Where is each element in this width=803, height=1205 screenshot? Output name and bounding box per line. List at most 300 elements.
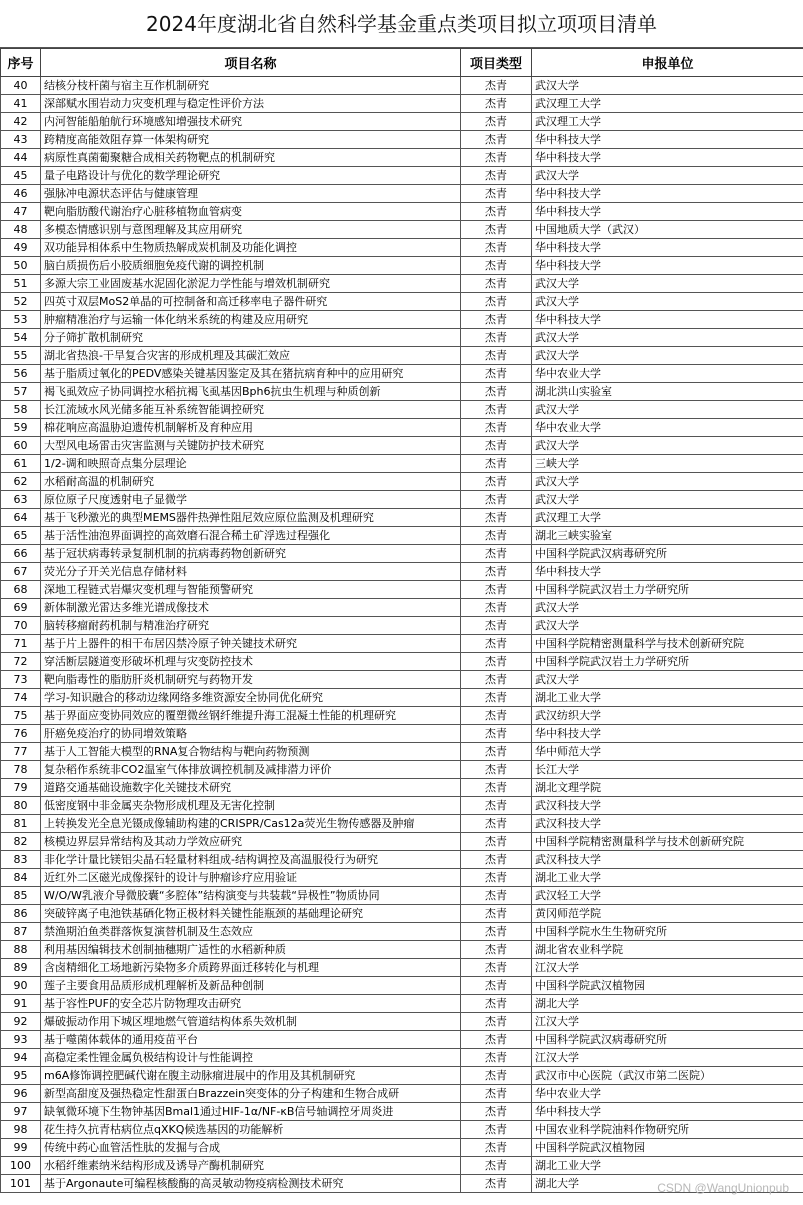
project-name: 传统中药心血管活性肽的发掘与合成 xyxy=(41,1139,461,1157)
table-row xyxy=(1,473,803,491)
row-index: 50 xyxy=(1,257,41,275)
row-index: 46 xyxy=(1,185,41,203)
applicant-unit: 湖北工业大学 xyxy=(532,1157,803,1175)
row-index: 75 xyxy=(1,707,41,725)
project-type: 杰青 xyxy=(461,671,532,689)
project-type: 杰青 xyxy=(461,275,532,293)
applicant-unit: 武汉理工大学 xyxy=(532,509,803,527)
project-name: 低密度钢中非金属夹杂物形成机理及无害化控制 xyxy=(41,797,461,815)
row-index: 98 xyxy=(1,1121,41,1139)
project-type: 杰青 xyxy=(461,473,532,491)
project-type: 杰青 xyxy=(461,851,532,869)
applicant-unit: 三峡大学 xyxy=(532,455,803,473)
row-index: 49 xyxy=(1,239,41,257)
project-type: 杰青 xyxy=(461,1085,532,1103)
project-name: 1/2-调和映照奇点集分层理论 xyxy=(41,455,461,473)
applicant-unit: 中国科学院武汉植物园 xyxy=(532,977,803,995)
project-name: W/O/W乳液介导微胶囊“多腔体”结构演变与共装载“异极性”物质协同 xyxy=(41,887,461,905)
row-index: 57 xyxy=(1,383,41,401)
project-name: 靶向脂毒性的脂肪肝炎机制研究与药物开发 xyxy=(41,671,461,689)
project-name: 基于人工智能大模型的RNA复合物结构与靶向药物预测 xyxy=(41,743,461,761)
applicant-unit: 武汉大学 xyxy=(532,329,803,347)
project-name: 靶向脂肪酸代谢治疗心脏移植物血管病变 xyxy=(41,203,461,221)
applicant-unit: 中国科学院水生生物研究所 xyxy=(532,923,803,941)
applicant-unit: 黄冈师范学院 xyxy=(532,905,803,923)
applicant-unit: 武汉大学 xyxy=(532,491,803,509)
table-row xyxy=(1,293,803,311)
project-name: 结核分枝杆菌与宿主互作机制研究 xyxy=(41,77,461,95)
applicant-unit: 华中科技大学 xyxy=(532,725,803,743)
table-row xyxy=(1,221,803,239)
project-name: 道路交通基础设施数字化关键技术研究 xyxy=(41,779,461,797)
applicant-unit: 中国农业科学院油料作物研究所 xyxy=(532,1121,803,1139)
applicant-unit: 江汉大学 xyxy=(532,1013,803,1031)
applicant-unit: 武汉理工大学 xyxy=(532,95,803,113)
applicant-unit: 中国科学院精密测量科学与技术创新研究院 xyxy=(532,833,803,851)
table-row xyxy=(1,257,803,275)
project-name: 基于Argonaute可编程核酸酶的高灵敏动物疫病检测技术研究 xyxy=(41,1175,461,1193)
project-name: 肿瘤精准治疗与运输一体化纳米系统的构建及应用研究 xyxy=(41,311,461,329)
applicant-unit: 中国科学院武汉岩土力学研究所 xyxy=(532,581,803,599)
table-row xyxy=(1,599,803,617)
project-name: 多模态情感识别与意图理解及其应用研究 xyxy=(41,221,461,239)
table-row xyxy=(1,617,803,635)
row-index: 68 xyxy=(1,581,41,599)
row-index: 66 xyxy=(1,545,41,563)
project-name: 非化学计量比镁铝尖晶石轻量材料组成-结构调控及高温服役行为研究 xyxy=(41,851,461,869)
project-name: 穿活断层隧道变形破坏机理与灾变防控技术 xyxy=(41,653,461,671)
project-name: 复杂稻作系统非CO2温室气体排放调控机制及减排潜力评价 xyxy=(41,761,461,779)
applicant-unit: 武汉大学 xyxy=(532,347,803,365)
table-row xyxy=(1,833,803,851)
table-row xyxy=(1,1139,803,1157)
row-index: 93 xyxy=(1,1031,41,1049)
table-row xyxy=(1,383,803,401)
applicant-unit: 华中科技大学 xyxy=(532,563,803,581)
project-type: 杰青 xyxy=(461,1175,532,1193)
project-type: 杰青 xyxy=(461,743,532,761)
applicant-unit: 武汉科技大学 xyxy=(532,851,803,869)
applicant-unit: 中国科学院精密测量科学与技术创新研究院 xyxy=(532,635,803,653)
row-index: 70 xyxy=(1,617,41,635)
project-type: 杰青 xyxy=(461,959,532,977)
watermark: CSDN @WangUnionpub xyxy=(657,1181,789,1195)
table-row xyxy=(1,995,803,1013)
row-index: 92 xyxy=(1,1013,41,1031)
applicant-unit: 华中师范大学 xyxy=(532,743,803,761)
applicant-unit: 湖北大学 xyxy=(532,995,803,1013)
table-row xyxy=(1,113,803,131)
project-type: 杰青 xyxy=(461,995,532,1013)
applicant-unit: 江汉大学 xyxy=(532,959,803,977)
project-type: 杰青 xyxy=(461,401,532,419)
project-type: 杰青 xyxy=(461,293,532,311)
project-type: 杰青 xyxy=(461,185,532,203)
project-type: 杰青 xyxy=(461,203,532,221)
applicant-unit: 华中科技大学 xyxy=(532,311,803,329)
row-index: 69 xyxy=(1,599,41,617)
table-row xyxy=(1,1157,803,1175)
row-index: 84 xyxy=(1,869,41,887)
row-index: 48 xyxy=(1,221,41,239)
applicant-unit: 武汉大学 xyxy=(532,167,803,185)
table-row xyxy=(1,419,803,437)
project-type: 杰青 xyxy=(461,923,532,941)
project-type: 杰青 xyxy=(461,725,532,743)
applicant-unit: 湖北工业大学 xyxy=(532,869,803,887)
table-row xyxy=(1,1049,803,1067)
project-name: 莲子主要食用品质形成机理解析及新品种创制 xyxy=(41,977,461,995)
applicant-unit: 华中科技大学 xyxy=(532,257,803,275)
project-name: 原位原子尺度透射电子显微学 xyxy=(41,491,461,509)
project-type: 杰青 xyxy=(461,365,532,383)
table-row xyxy=(1,725,803,743)
applicant-unit: 湖北工业大学 xyxy=(532,689,803,707)
project-type: 杰青 xyxy=(461,635,532,653)
project-name: 新型高甜度及强热稳定性甜蛋白Brazzein突变体的分子构建和生物合成研 xyxy=(41,1085,461,1103)
table-row xyxy=(1,275,803,293)
row-index: 58 xyxy=(1,401,41,419)
project-type: 杰青 xyxy=(461,239,532,257)
project-type: 杰青 xyxy=(461,833,532,851)
applicant-unit: 华中农业大学 xyxy=(532,365,803,383)
project-name: 基于飞秒激光的典型MEMS器件热弹性阻尼效应原位监测及机理研究 xyxy=(41,509,461,527)
row-index: 89 xyxy=(1,959,41,977)
row-index: 61 xyxy=(1,455,41,473)
applicant-unit: 华中科技大学 xyxy=(532,1103,803,1121)
row-index: 60 xyxy=(1,437,41,455)
table-row xyxy=(1,311,803,329)
table-row xyxy=(1,581,803,599)
applicant-unit: 武汉大学 xyxy=(532,437,803,455)
table-row xyxy=(1,869,803,887)
project-type: 杰青 xyxy=(461,1121,532,1139)
project-name: 核模边界层异常结构及其动力学效应研究 xyxy=(41,833,461,851)
applicant-unit: 江汉大学 xyxy=(532,1049,803,1067)
applicant-unit: 华中科技大学 xyxy=(532,131,803,149)
row-index: 97 xyxy=(1,1103,41,1121)
row-index: 55 xyxy=(1,347,41,365)
row-index: 65 xyxy=(1,527,41,545)
applicant-unit: 华中科技大学 xyxy=(532,203,803,221)
project-name: 量子电路设计与优化的数学理论研究 xyxy=(41,167,461,185)
project-name: 基于容性PUF的安全芯片防物理攻击研究 xyxy=(41,995,461,1013)
applicant-unit: 华中科技大学 xyxy=(532,149,803,167)
table-row xyxy=(1,905,803,923)
project-name: 新体制激光雷达多维光谱成像技术 xyxy=(41,599,461,617)
project-type: 杰青 xyxy=(461,1049,532,1067)
table-row xyxy=(1,455,803,473)
applicant-unit: 长江大学 xyxy=(532,761,803,779)
table-row xyxy=(1,761,803,779)
project-name: 深地工程链式岩爆灾变机理与智能预警研究 xyxy=(41,581,461,599)
project-type: 杰青 xyxy=(461,257,532,275)
table-row xyxy=(1,653,803,671)
table-row xyxy=(1,941,803,959)
project-type: 杰青 xyxy=(461,1067,532,1085)
applicant-unit: 武汉大学 xyxy=(532,671,803,689)
row-index: 56 xyxy=(1,365,41,383)
table-row xyxy=(1,887,803,905)
project-name: 基于噬菌体载体的通用疫苗平台 xyxy=(41,1031,461,1049)
row-index: 85 xyxy=(1,887,41,905)
table-row xyxy=(1,131,803,149)
project-type: 杰青 xyxy=(461,563,532,581)
project-name: 基于脂质过氧化的PEDV感染关键基因鉴定及其在猪抗病育种中的应用研究 xyxy=(41,365,461,383)
row-index: 87 xyxy=(1,923,41,941)
applicant-unit: 武汉纺织大学 xyxy=(532,707,803,725)
project-type: 杰青 xyxy=(461,815,532,833)
project-name: 强脉冲电源状态评估与健康管理 xyxy=(41,185,461,203)
project-type: 杰青 xyxy=(461,869,532,887)
project-type: 杰青 xyxy=(461,527,532,545)
applicant-unit: 武汉大学 xyxy=(532,275,803,293)
header-project-name: 项目名称 xyxy=(41,49,461,77)
applicant-unit: 武汉理工大学 xyxy=(532,113,803,131)
table-header-row xyxy=(1,49,803,77)
project-name: 缺氧微环境下生物钟基因Bmal1通过HIF-1α/NF-κB信号轴调控牙周炎进 xyxy=(41,1103,461,1121)
table-row xyxy=(1,743,803,761)
project-type: 杰青 xyxy=(461,95,532,113)
project-name: 上转换发光全息光镊成像辅助构建的CRISPR/Cas12a荧光生物传感器及肿瘤 xyxy=(41,815,461,833)
project-name: 内河智能船舶航行环境感知增强技术研究 xyxy=(41,113,461,131)
row-index: 83 xyxy=(1,851,41,869)
project-name: 爆破振动作用下城区埋地燃气管道结构体系失效机制 xyxy=(41,1013,461,1031)
project-name: 肝癌免疫治疗的协同增效策略 xyxy=(41,725,461,743)
applicant-unit: 中国科学院武汉植物园 xyxy=(532,1139,803,1157)
project-type: 杰青 xyxy=(461,599,532,617)
row-index: 71 xyxy=(1,635,41,653)
project-type: 杰青 xyxy=(461,167,532,185)
project-type: 杰青 xyxy=(461,617,532,635)
table-row xyxy=(1,347,803,365)
project-type: 杰青 xyxy=(461,77,532,95)
project-name: 高稳定柔性锂金属负极结构设计与性能调控 xyxy=(41,1049,461,1067)
applicant-unit: 湖北省农业科学院 xyxy=(532,941,803,959)
table-row xyxy=(1,1103,803,1121)
project-table xyxy=(0,48,803,1193)
project-type: 杰青 xyxy=(461,311,532,329)
row-index: 86 xyxy=(1,905,41,923)
project-type: 杰青 xyxy=(461,1031,532,1049)
row-index: 90 xyxy=(1,977,41,995)
row-index: 40 xyxy=(1,77,41,95)
project-type: 杰青 xyxy=(461,887,532,905)
project-name: 病原性真菌葡聚糖合成相关药物靶点的机制研究 xyxy=(41,149,461,167)
applicant-unit: 武汉大学 xyxy=(532,473,803,491)
row-index: 42 xyxy=(1,113,41,131)
project-name: 四英寸双层MoS2单晶的可控制备和高迁移率电子器件研究 xyxy=(41,293,461,311)
applicant-unit: 武汉大学 xyxy=(532,401,803,419)
project-name: 突破锌离子电池铁基硒化物正极材料关键性能瓶颈的基础理论研究 xyxy=(41,905,461,923)
project-type: 杰青 xyxy=(461,1103,532,1121)
project-name: 深部赋水围岩动力灾变机理与稳定性评价方法 xyxy=(41,95,461,113)
row-index: 82 xyxy=(1,833,41,851)
row-index: 79 xyxy=(1,779,41,797)
project-name: 基于活性油泡界面调控的高效磨石混合稀土矿浮选过程强化 xyxy=(41,527,461,545)
row-index: 41 xyxy=(1,95,41,113)
table-row xyxy=(1,149,803,167)
table-row xyxy=(1,851,803,869)
project-type: 杰青 xyxy=(461,221,532,239)
applicant-unit: 武汉大学 xyxy=(532,293,803,311)
row-index: 94 xyxy=(1,1049,41,1067)
row-index: 53 xyxy=(1,311,41,329)
project-type: 杰青 xyxy=(461,761,532,779)
table-row xyxy=(1,959,803,977)
table-row xyxy=(1,635,803,653)
row-index: 73 xyxy=(1,671,41,689)
applicant-unit: 中国科学院武汉病毒研究所 xyxy=(532,1031,803,1049)
row-index: 62 xyxy=(1,473,41,491)
row-index: 100 xyxy=(1,1157,41,1175)
project-type: 杰青 xyxy=(461,1139,532,1157)
table-row xyxy=(1,509,803,527)
table-row xyxy=(1,797,803,815)
project-name: 湖北省热浪-干旱复合灾害的形成机理及其碳汇效应 xyxy=(41,347,461,365)
project-name: 双功能异相体系中生物质热解成炭机制及功能化调控 xyxy=(41,239,461,257)
table-row xyxy=(1,491,803,509)
project-name: 学习-知识融合的移动边缘网络多维资源安全协同优化研究 xyxy=(41,689,461,707)
header-index: 序号 xyxy=(1,49,41,77)
applicant-unit: 湖北洪山实验室 xyxy=(532,383,803,401)
table-row xyxy=(1,437,803,455)
project-name: 基于冠状病毒转录复制机制的抗病毒药物创新研究 xyxy=(41,545,461,563)
applicant-unit: 中国科学院武汉岩土力学研究所 xyxy=(532,653,803,671)
project-name: 水稻纤维素纳米结构形成及诱导产酶机制研究 xyxy=(41,1157,461,1175)
applicant-unit: 武汉轻工大学 xyxy=(532,887,803,905)
row-index: 81 xyxy=(1,815,41,833)
project-name: 多源大宗工业固废基水泥固化淤泥力学性能与增效机制研究 xyxy=(41,275,461,293)
table-row xyxy=(1,185,803,203)
project-name: 禁渔期泊鱼类群落恢复演替机制及生态效应 xyxy=(41,923,461,941)
project-name: 近红外二区磁光成像探针的设计与肿瘤诊疗应用验证 xyxy=(41,869,461,887)
project-name: 基于片上器件的相干布居囚禁冷原子钟关键技术研究 xyxy=(41,635,461,653)
row-index: 63 xyxy=(1,491,41,509)
table-row xyxy=(1,401,803,419)
table-row xyxy=(1,329,803,347)
row-index: 59 xyxy=(1,419,41,437)
project-type: 杰青 xyxy=(461,437,532,455)
table-row xyxy=(1,779,803,797)
row-index: 77 xyxy=(1,743,41,761)
table-row xyxy=(1,815,803,833)
project-type: 杰青 xyxy=(461,977,532,995)
applicant-unit: 武汉大学 xyxy=(532,77,803,95)
project-type: 杰青 xyxy=(461,545,532,563)
row-index: 99 xyxy=(1,1139,41,1157)
project-type: 杰青 xyxy=(461,383,532,401)
row-index: 88 xyxy=(1,941,41,959)
table-row xyxy=(1,707,803,725)
applicant-unit: 华中农业大学 xyxy=(532,419,803,437)
row-index: 101 xyxy=(1,1175,41,1193)
table-row xyxy=(1,1031,803,1049)
project-type: 杰青 xyxy=(461,509,532,527)
table-row xyxy=(1,203,803,221)
project-type: 杰青 xyxy=(461,149,532,167)
project-name: 脑白质损伤后小胶质细胞免疫代谢的调控机制 xyxy=(41,257,461,275)
row-index: 44 xyxy=(1,149,41,167)
table-row xyxy=(1,977,803,995)
row-index: 52 xyxy=(1,293,41,311)
table-row xyxy=(1,1013,803,1031)
row-index: 54 xyxy=(1,329,41,347)
project-type: 杰青 xyxy=(461,455,532,473)
project-name: 棉花响应高温胁迫遗传机制解析及育种应用 xyxy=(41,419,461,437)
applicant-unit: 武汉大学 xyxy=(532,617,803,635)
project-name: m6A修饰调控肥碱代谢在腹主动脉瘤进展中的作用及其机制研究 xyxy=(41,1067,461,1085)
row-index: 64 xyxy=(1,509,41,527)
applicant-unit: 中国科学院武汉病毒研究所 xyxy=(532,545,803,563)
applicant-unit: 武汉市中心医院（武汉市第二医院） xyxy=(532,1067,803,1085)
project-name: 大型风电场雷击灾害监测与关键防护技术研究 xyxy=(41,437,461,455)
applicant-unit: 中国地质大学（武汉） xyxy=(532,221,803,239)
row-index: 72 xyxy=(1,653,41,671)
project-type: 杰青 xyxy=(461,419,532,437)
table-row xyxy=(1,923,803,941)
row-index: 67 xyxy=(1,563,41,581)
row-index: 91 xyxy=(1,995,41,1013)
row-index: 45 xyxy=(1,167,41,185)
project-type: 杰青 xyxy=(461,131,532,149)
project-type: 杰青 xyxy=(461,707,532,725)
project-type: 杰青 xyxy=(461,1157,532,1175)
row-index: 51 xyxy=(1,275,41,293)
table-row xyxy=(1,1085,803,1103)
table-row xyxy=(1,365,803,383)
project-name: 含卤精细化工场地新污染物多介质跨界面迁移转化与机理 xyxy=(41,959,461,977)
applicant-unit: 武汉科技大学 xyxy=(532,815,803,833)
row-index: 96 xyxy=(1,1085,41,1103)
header-project-type: 项目类型 xyxy=(461,49,532,77)
row-index: 78 xyxy=(1,761,41,779)
applicant-unit: 武汉科技大学 xyxy=(532,797,803,815)
project-type: 杰青 xyxy=(461,779,532,797)
table-row xyxy=(1,239,803,257)
project-type: 杰青 xyxy=(461,491,532,509)
page-title: 2024年度湖北省自然科学基金重点类项目拟立项项目清单 xyxy=(0,0,803,48)
project-type: 杰青 xyxy=(461,329,532,347)
project-name: 基于界面应变协同效应的覆塑微丝钢纤维提升海工混凝土性能的机理研究 xyxy=(41,707,461,725)
project-type: 杰青 xyxy=(461,941,532,959)
row-index: 80 xyxy=(1,797,41,815)
applicant-unit: 湖北文理学院 xyxy=(532,779,803,797)
table-row xyxy=(1,545,803,563)
table-row xyxy=(1,689,803,707)
project-name: 分子筛扩散机制研究 xyxy=(41,329,461,347)
applicant-unit: 武汉大学 xyxy=(532,599,803,617)
applicant-unit: 华中科技大学 xyxy=(532,185,803,203)
project-name: 脑转移瘤耐药机制与精准治疗研究 xyxy=(41,617,461,635)
applicant-unit: 湖北三峡实验室 xyxy=(532,527,803,545)
table-row xyxy=(1,95,803,113)
row-index: 43 xyxy=(1,131,41,149)
project-name: 荧光分子开关光信息存储材料 xyxy=(41,563,461,581)
project-name: 花生持久抗青枯病位点qXKQ候选基因的功能解析 xyxy=(41,1121,461,1139)
project-type: 杰青 xyxy=(461,347,532,365)
table-row xyxy=(1,527,803,545)
header-applicant-unit: 申报单位 xyxy=(532,49,803,77)
project-type: 杰青 xyxy=(461,581,532,599)
table-row xyxy=(1,1067,803,1085)
applicant-unit: 华中农业大学 xyxy=(532,1085,803,1103)
table-row xyxy=(1,563,803,581)
project-name: 跨精度高能效阻存算一体架构研究 xyxy=(41,131,461,149)
row-index: 95 xyxy=(1,1067,41,1085)
table-row xyxy=(1,671,803,689)
project-type: 杰青 xyxy=(461,689,532,707)
